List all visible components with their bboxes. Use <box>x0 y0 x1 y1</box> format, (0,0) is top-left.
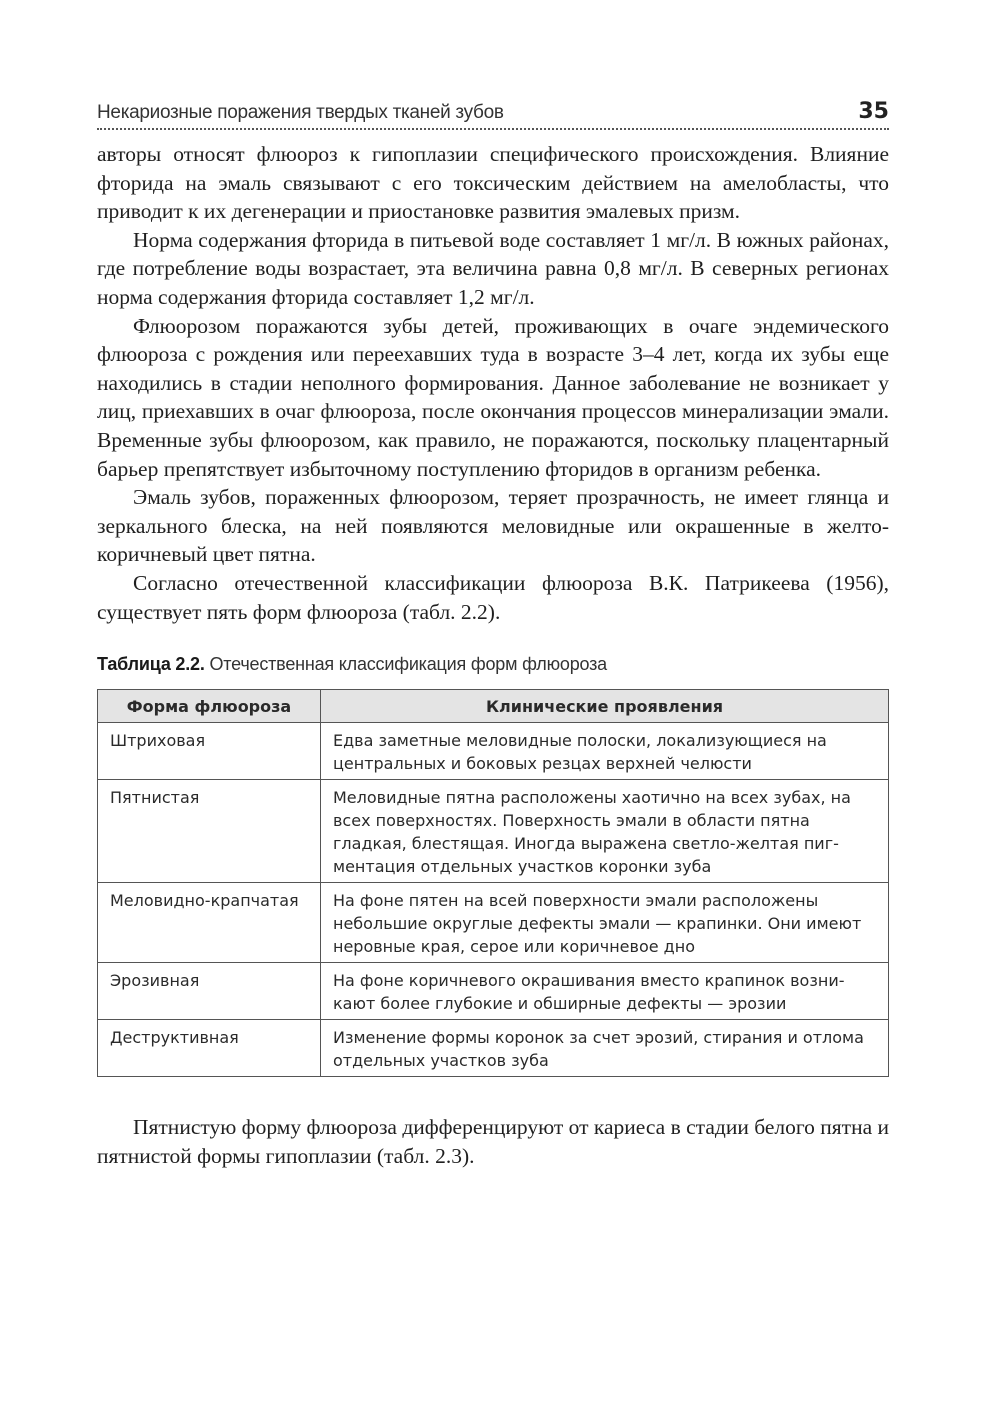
table-header-row <box>98 690 889 723</box>
paragraph: Флюорозом поражаются зубы детей, проживающих в очаге эндемического флюороза с рождения или переехавших туда в возрасте 3–4 лет, когда их зубы еще находились в стадии неполного формирования. Данное заболевание не возникает у лиц, приехавших в очаг флюороза, после окончания процессов минерализации эмали. Временные зубы флюорозом, как правило, не поражаются, поскольку плацентарный барьер препятствует избыточному поступлению фторидов в организм ребенка. <box>97 313 889 481</box>
form-cell: Меловидно-крапчатая <box>98 883 321 963</box>
description-cell: Изменение формы коронок за счет эрозий, стирания и отлома отдельных участков зуба <box>321 1020 889 1077</box>
paragraph: Норма содержания фторида в питьевой воде составляет 1 мг/л. В южных районах, где потребление воды возрастает, эта величина равна 0,8 мг/л. В северных регионах норма содержания фторида составляет 1,2 мг/л. <box>97 227 889 309</box>
table-row <box>98 780 889 883</box>
table-caption <box>97 654 889 675</box>
table-caption-text: Отечественная классификация форм флюороза <box>209 654 607 675</box>
page-number: 35 <box>858 99 889 124</box>
body-text <box>97 140 889 626</box>
column-header-manifestations: Клинические проявления <box>321 690 889 723</box>
table-caption-number: Таблица 2.2. <box>97 654 205 675</box>
paragraph: авторы относят флюороз к гипоплазии специфического происхождения. Влияние фторида на эмаль связывают с его токсическим действием на амелобласты, что приводит к их дегенерации и приостановке развития эмалевых призм. <box>97 142 889 224</box>
form-cell: Эрозивная <box>98 963 321 1020</box>
description-cell: Меловидные пятна расположены хаотично на всех зубах, на всех поверхностях. Поверхность эмали в области пятна гладкая, блестящая. Иногда выражена светло-желтая пигментация отдельных участков коронки зуба <box>321 780 889 883</box>
chapter-title: Некариозные поражения твердых тканей зубов <box>97 102 504 123</box>
description-cell: На фоне пятен на всей поверхности эмали расположены небольшие округлые дефекты эмали — крапинки. Они имеют неровные края, серое или коричневое дно <box>321 883 889 963</box>
table-row <box>98 1020 889 1077</box>
paragraph: Эмаль зубов, пораженных флюорозом, теряет прозрачность, не имеет глянца и зеркального блеска, на ней появляются меловидные или окрашенные в желто-коричневый цвет пятна. <box>97 485 889 567</box>
description-cell: На фоне коричневого окрашивания вместо крапинок возникают более глубокие и обширные дефекты — эрозии <box>321 963 889 1020</box>
paragraph: Согласно отечественной классификации флюороза В.К. Патрикеева (1956), существует пять форм флюороза (табл. 2.2). <box>97 570 889 624</box>
fluorosis-classification-table <box>97 689 889 1077</box>
form-cell: Деструктивная <box>98 1020 321 1077</box>
table-row <box>98 723 889 780</box>
table-row <box>98 963 889 1020</box>
form-cell: Штриховая <box>98 723 321 780</box>
form-cell: Пятнистая <box>98 780 321 883</box>
running-header <box>97 88 889 130</box>
book-page <box>97 88 889 1192</box>
column-header-form: Форма флюороза <box>98 690 321 723</box>
description-cell: Едва заметные меловидные полоски, локализующиеся на центральных и боковых резцах верхней челюсти <box>321 723 889 780</box>
closing-paragraph: Пятнистую форму флюороза дифференцируют от кариеса в стадии белого пятна и пятнистой формы гипоплазии (табл. 2.3). <box>97 1115 890 1168</box>
table-row <box>98 883 889 963</box>
